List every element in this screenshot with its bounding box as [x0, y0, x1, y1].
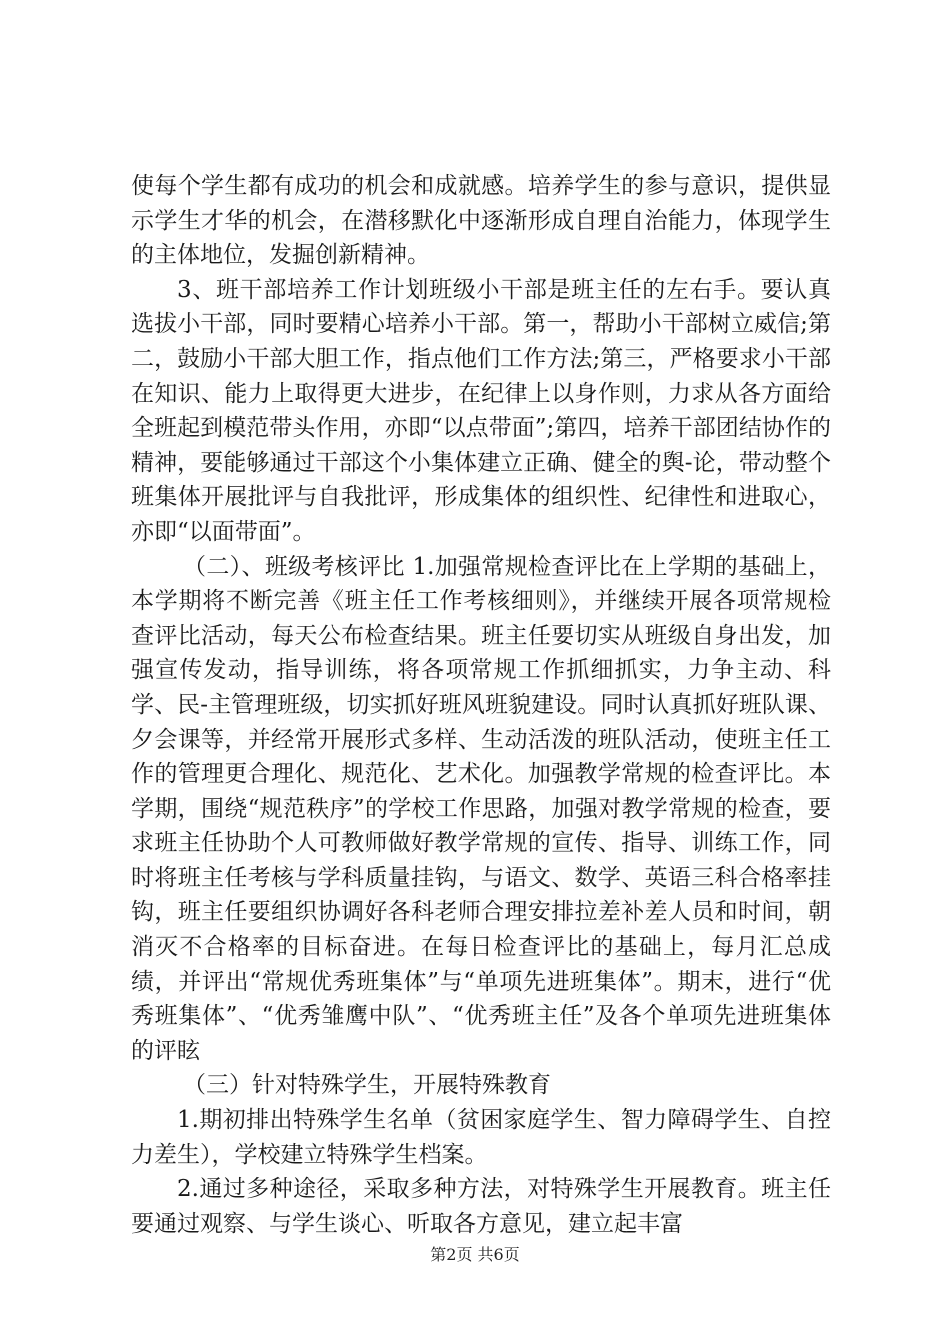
paragraph-continuation: 使每个学生都有成功的机会和成就感。培养学生的参与意识，提供显示学生才华的机会，在潜移默化中逐渐形成自理自治能力，体现学生的主体地位，发掘创新精神。: [131, 173, 831, 269]
document-body: [131, 169, 831, 1241]
section-heading-special-students: （三）针对特殊学生，开展特殊教育: [183, 1072, 551, 1099]
paragraph-special-students-education: 2.通过多种途径，采取多种方法，对特殊学生开展教育。班主任要通过观察、与学生谈心、听取各方意见，建立起丰富: [131, 1176, 831, 1237]
paragraph-class-assessment: （二）、班级考核评比 1.加强常规检查评比在上学期的基础上，本学期将不断完善《班主任工作考核细则》，并继续开展各项常规检查评比活动，每天公布检查结果。班主任要切实从班级自身出发，加强宣传发动，指导训练，将各项常规工作抓细抓实，力争主动、科学、民-主管理班级，切实抓好班风班貌建设。同时认真抓好班队课、夕会课等，并经常开展形式多样、生动活泼的班队活动，使班主任工作的管理更合理化、规范化、艺术化。加强教学常规的检查评比。本学期，围绕“规范秩序”的学校工作思路，加强对教学常规的检查，要求班主任协助个人可教师做好教学常规的宣传、指导、训练工作，同时将班主任考核与学科质量挂钩，与语文、数学、英语三科合格率挂钩，班主任要组织协调好各科老师合理安排拉差补差人员和时间，朝消灭不合格率的目标奋进。在每日检查评比的基础上，每月汇总成绩，并评出“常规优秀班集体”与“单项先进班集体”。期末，进行“优秀班集体”、“优秀雏鹰中队”、“优秀班主任”及各个单项先进班集体的评眩: [131, 553, 831, 1064]
paragraph-class-cadre-training: 3、班干部培养工作计划班级小干部是班主任的左右手。要认真选拔小干部，同时要精心培养小干部。第一，帮助小干部树立威信;第二，鼓励小干部大胆工作，指点他们工作方法;第三，严格要求小干部在知识、能力上取得更大进步，在纪律上以身作则，力求从各方面给全班起到模范带头作用，亦即“以点带面”;第四，培养干部团结协作的精神，要能够通过干部这个小集体建立正确、健全的舆-论，带动整个班集体开展批评与自我批评，形成集体的组织性、纪律性和进取心，亦即“以面带面”。: [131, 276, 831, 545]
paragraph-special-students-list: 1.期初排出特殊学生名单（贫困家庭学生、智力障碍学生、自控力差生），学校建立特殊学生档案。: [131, 1107, 831, 1168]
page-number-footer: 第2页 共6页: [430, 1245, 520, 1264]
